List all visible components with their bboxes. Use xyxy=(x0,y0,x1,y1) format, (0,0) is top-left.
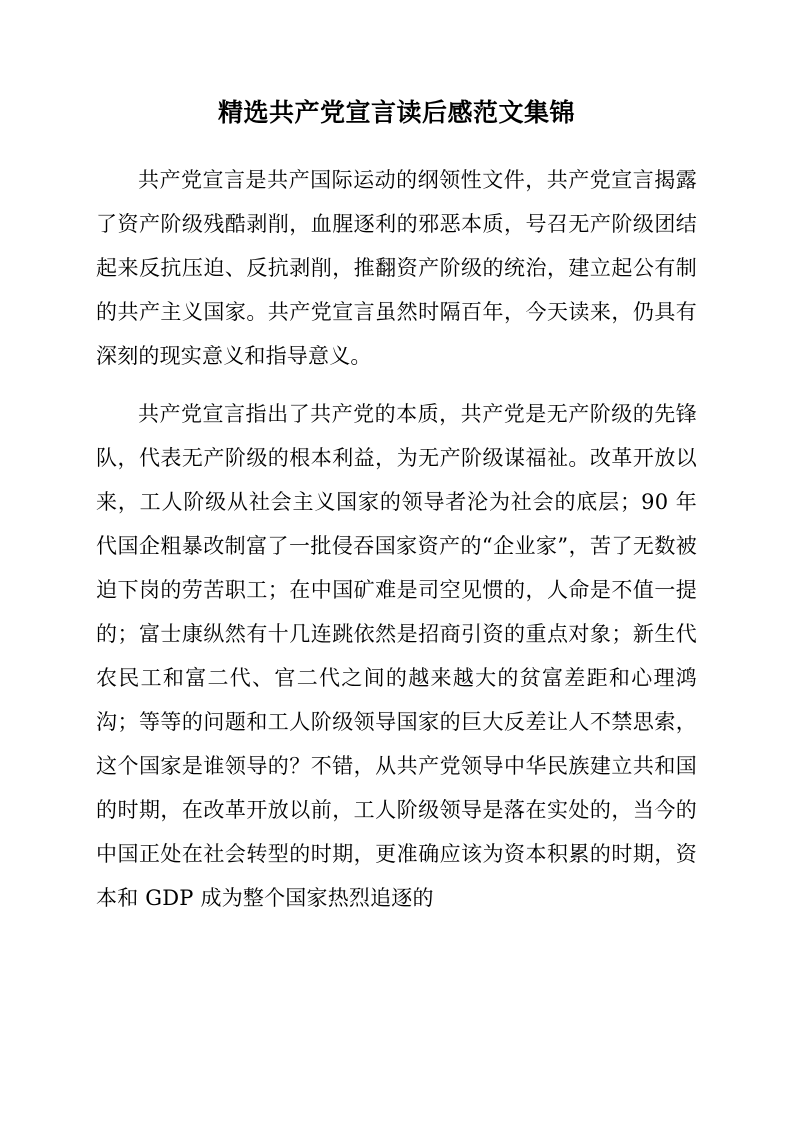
page-content-area xyxy=(96,72,697,1050)
paragraph: 共产党宣言是共产国际运动的纲领性文件，共产党宣言揭露了资产阶级残酷剥削，血腥逐利的邪恶本质，号召无产阶级团结起来反抗压迫、反抗剥削，推翻资产阶级的统治，建立起公有制的共产主义国家。共产党宣言虽然时隔百年，今天读来，仍具有深刻的现实意义和指导意义。 xyxy=(96,167,697,368)
paragraph: 共产党宣言指出了共产党的本质，共产党是无产阶级的先锋队，代表无产阶级的根本利益，为无产阶级谋福祉。改革开放以来，工人阶级从社会主义国家的领导者沦为社会的底层；90 年代国企粗暴改制富了一批侵吞国家资产的“企业家”，苦了无数被迫下岗的劳苦职工；在中国矿难是司空见惯的，人命是不值一提的；富士康纵然有十几连跳依然是招商引资的重点对象；新生代农民工和富二代、官二代之间的越来越大的贫富差距和心理鸿沟；等等的问题和工人阶级领导国家的巨大反差让人不禁思索，这个国家是谁领导的？不错，从共产党领导中华民族建立共和国的时期，在改革开放以前，工人阶级领导是落在实处的，当今的中国正处在社会转型的时期，更准确应该为资本积累的时期，资本和 GDP 成为整个国家热烈追逐的 xyxy=(96,401,697,910)
page-title: 精选共产党宣言读后感范文集锦 xyxy=(217,98,575,127)
document-body xyxy=(96,158,697,920)
